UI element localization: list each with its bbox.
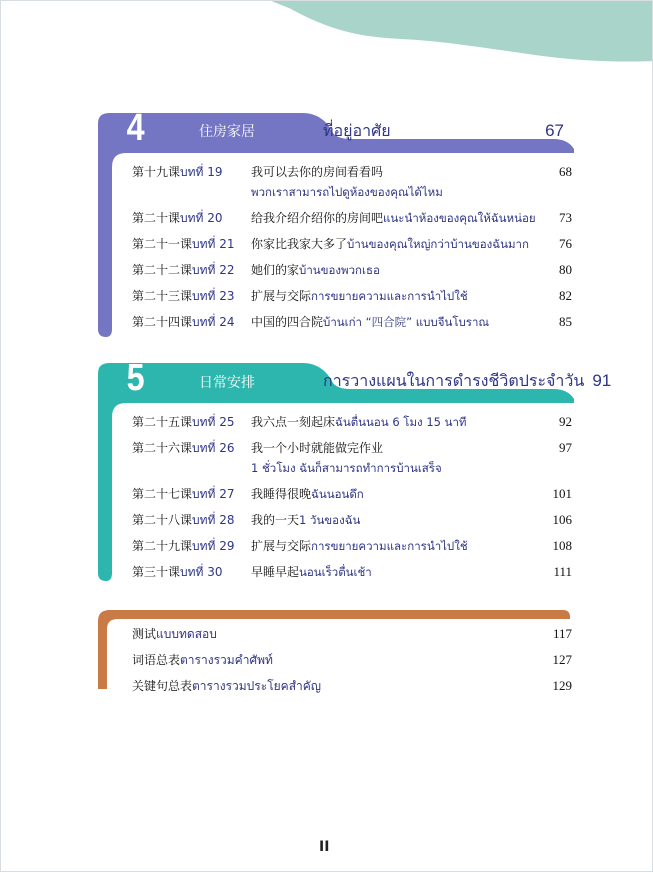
lesson-title-zh: 我可以去你的房间看看吗 [251, 165, 384, 179]
lesson-title-th: การขยายความและการนำไปใช้ [311, 539, 468, 553]
lesson-page: 80 [559, 262, 572, 277]
lesson-number-zh: 第十九课 [132, 165, 181, 179]
appendix-entries [132, 625, 572, 703]
lesson-label [132, 439, 251, 457]
lesson-page: 73 [559, 210, 572, 225]
lesson-title [251, 563, 545, 581]
lesson-title-th: บ้านของพวกเธอ [299, 263, 380, 277]
lesson-title-line [251, 287, 551, 305]
lesson-title-th: ฉันตื่นนอน 6 โมง 15 นาที [335, 415, 467, 429]
lesson-title-line [251, 235, 551, 253]
appendix-page: 129 [552, 678, 572, 693]
lesson-number-zh: 第二十一课 [132, 237, 193, 251]
lesson-title [251, 537, 545, 555]
lesson-page: 85 [559, 314, 572, 329]
page-number: II [319, 839, 330, 855]
appendix-page: 117 [552, 626, 572, 641]
unit-number: 5 [126, 357, 145, 399]
unit4-entries [132, 163, 572, 339]
lesson-title-zh: 我睡得很晚 [251, 487, 312, 501]
lesson-title-line [251, 485, 545, 503]
lesson-label [132, 563, 251, 581]
lesson-title-zh: 我一个小时就能做完作业 [251, 441, 384, 455]
unit-title-zh: 住房家居 [199, 124, 255, 140]
lesson-number-th: บทที่ 27 [192, 487, 235, 501]
lesson-title-zh: 我的一天 [251, 513, 300, 527]
unit-header-right [323, 369, 611, 394]
lesson-title-line [251, 563, 545, 581]
lesson-title-zh: 她们的家 [251, 263, 300, 277]
appendix-label [132, 677, 321, 695]
unit-title-th: การวางแผนในการดำรงชีวิตประจำวัน [323, 371, 585, 390]
toc-entry[interactable] [132, 511, 572, 529]
unit-page: 67 [545, 121, 564, 140]
lesson-number-th: บทที่ 29 [192, 539, 235, 553]
lesson-number-zh: 第二十五课 [132, 415, 193, 429]
lesson-title [251, 413, 551, 431]
lesson-title-th: บ้านของคุณใหญ่กว่าบ้านของฉันมาก [347, 237, 529, 251]
appendix-page: 127 [552, 652, 572, 667]
lesson-page: 82 [559, 288, 572, 303]
lesson-title-line [251, 511, 545, 529]
lesson-number-zh: 第二十六课 [132, 441, 193, 455]
appendix-title-th: แบบทดสอบ [156, 627, 217, 641]
lesson-title-th: บ้านเก่า “四合院” แบบจีนโบราณ [323, 315, 490, 329]
lesson-page: 97 [559, 440, 572, 455]
appendix-title-th: ตารางรวมประโยคสำคัญ [192, 679, 322, 693]
toc-entry[interactable] [132, 413, 572, 431]
toc-entry[interactable] [132, 261, 572, 279]
lesson-title-line [251, 163, 551, 181]
lesson-title-line [251, 439, 551, 457]
lesson-label [132, 287, 251, 305]
lesson-page: 92 [559, 414, 572, 429]
lesson-number-zh: 第二十九课 [132, 539, 193, 553]
lesson-title [251, 485, 545, 503]
lesson-page: 106 [552, 512, 572, 527]
lesson-number-th: บทที่ 22 [192, 263, 235, 277]
appendix-entry[interactable] [132, 625, 572, 643]
lesson-label [132, 163, 251, 181]
toc-entry[interactable] [132, 235, 572, 253]
lesson-title [251, 511, 545, 529]
lesson-number-th: บทที่ 28 [192, 513, 235, 527]
lesson-title-th: การขยายความและการนำไปใช้ [311, 289, 468, 303]
lesson-number-zh: 第二十三课 [132, 289, 193, 303]
lesson-title-zh: 给我介绍介绍你的房间吧 [251, 211, 384, 225]
lesson-label [132, 261, 251, 279]
lesson-title [251, 209, 551, 227]
lesson-title-zh: 你家比我家大多了 [251, 237, 348, 251]
lesson-number-zh: 第二十四课 [132, 315, 193, 329]
lesson-label [132, 413, 251, 431]
lesson-title [251, 313, 551, 331]
appendix-title-zh: 词语总表 [132, 653, 181, 667]
lesson-page: 68 [559, 164, 572, 179]
lesson-title [251, 235, 551, 253]
lesson-title-zh: 我六点一刻起床 [251, 415, 336, 429]
toc-entry[interactable] [132, 563, 572, 581]
lesson-label [132, 209, 251, 227]
appendix-title-th: ตารางรวมคำศัพท์ [180, 653, 273, 667]
unit5-entries [132, 413, 572, 589]
lesson-number-th: บทที่ 20 [180, 211, 223, 225]
lesson-label [132, 511, 251, 529]
lesson-page: 108 [552, 538, 572, 553]
unit-number: 4 [126, 107, 145, 149]
lesson-number-zh: 第二十七课 [132, 487, 193, 501]
toc-entry[interactable] [132, 537, 572, 555]
toc-entry[interactable] [132, 287, 572, 305]
toc-entry[interactable] [132, 485, 572, 503]
lesson-number-th: บทที่ 23 [192, 289, 235, 303]
appendix-entry[interactable] [132, 651, 572, 669]
lesson-title-th: ฉันนอนดึก [311, 487, 364, 501]
appendix-entry[interactable] [132, 677, 572, 695]
lesson-title-line [251, 261, 551, 279]
lesson-title-zh: 扩展与交际 [251, 539, 312, 553]
appendix-label [132, 651, 273, 669]
lesson-title [251, 163, 551, 201]
toc-entry[interactable] [132, 313, 572, 331]
unit-title-zh: 日常安排 [199, 375, 255, 391]
decorative-wave [1, 1, 653, 66]
lesson-number-th: บทที่ 25 [192, 415, 235, 429]
lesson-subtitle-th: 1 ชั่วโมง ฉันก็สามารถทำการบ้านเสร็จ [251, 461, 442, 475]
unit-header-right [323, 119, 564, 144]
lesson-number-th: บทที่ 21 [192, 237, 235, 251]
lesson-number-zh: 第二十二课 [132, 263, 193, 277]
lesson-title-line [251, 313, 551, 331]
unit-page: 91 [592, 371, 612, 390]
lesson-title-line [251, 537, 545, 555]
lesson-label [132, 485, 251, 503]
lesson-label [132, 235, 251, 253]
lesson-number-th: บทที่ 24 [192, 315, 235, 329]
lesson-page: 101 [552, 486, 572, 501]
lesson-number-zh: 第二十课 [132, 211, 181, 225]
lesson-title-zh: 扩展与交际 [251, 289, 312, 303]
lesson-title-zh: 中国的四合院 [251, 315, 324, 329]
appendix-title-zh: 测试 [132, 627, 157, 641]
lesson-title-zh: 早睡早起 [251, 565, 300, 579]
lesson-label [132, 537, 251, 555]
lesson-page: 76 [559, 236, 572, 251]
lesson-number-th: บทที่ 26 [192, 441, 235, 455]
lesson-title-line [251, 209, 551, 227]
lesson-label [132, 313, 251, 331]
lesson-subtitle-th: พวกเราสามารถไปดูห้องของคุณได้ไหม [251, 185, 443, 199]
toc-entry[interactable] [132, 163, 572, 201]
toc-entry[interactable] [132, 209, 572, 227]
appendix-title-zh: 关键句总表 [132, 679, 193, 693]
lesson-number-th: บทที่ 19 [180, 165, 223, 179]
lesson-title [251, 261, 551, 279]
lesson-number-zh: 第二十八课 [132, 513, 193, 527]
lesson-page: 111 [553, 564, 572, 579]
lesson-title-th: แนะนำห้องของคุณให้ฉันหน่อย [383, 211, 536, 225]
unit-title-th: ที่อยู่อาศัย [323, 121, 391, 140]
lesson-title-th: 1 วันของฉัน [299, 513, 361, 527]
lesson-title-line [251, 413, 551, 431]
appendix-label [132, 625, 217, 643]
lesson-title [251, 287, 551, 305]
lesson-number-th: บทที่ 30 [180, 565, 223, 579]
lesson-title [251, 439, 551, 477]
lesson-number-zh: 第三十课 [132, 565, 181, 579]
lesson-title-th: นอนเร็วตื่นเช้า [299, 565, 372, 579]
toc-entry[interactable] [132, 439, 572, 477]
